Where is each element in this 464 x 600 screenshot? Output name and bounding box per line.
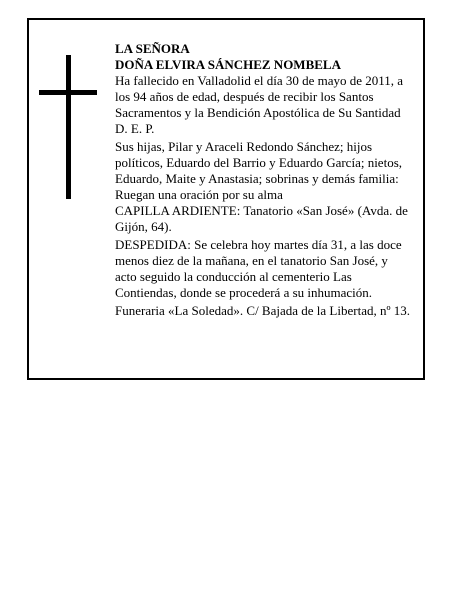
body-line-10: Gijón, 64). bbox=[115, 219, 172, 234]
body-line-5: Sus hijas, Pilar y Araceli Redondo Sánchez; hijos bbox=[115, 139, 373, 154]
body-line-3: Sacramentos y la Bendición Apostólica de Su Santidad bbox=[115, 105, 401, 120]
body-line-9: CAPILLA ARDIENTE: Tanatorio «San José» (Avda. de bbox=[115, 203, 408, 218]
obituary-notice bbox=[27, 18, 425, 380]
notice-title: LA SEÑORA bbox=[115, 41, 190, 56]
body-line-7: Eduardo, Maite y Anastasia; sobrinas y demás familia: bbox=[115, 171, 399, 186]
cross-horizontal-bar bbox=[39, 90, 97, 95]
obituary-text bbox=[115, 41, 427, 319]
body-line-8: Ruegan una oración por su alma bbox=[115, 187, 283, 202]
body-line-14: Contiendas, donde se procederá a su inhumación. bbox=[115, 285, 373, 300]
body-line-6: políticos, Eduardo del Barrio y Eduardo García; nietos, bbox=[115, 155, 403, 170]
body-line-11: DESPEDIDA: Se celebra hoy martes día 31, a las doce bbox=[115, 237, 402, 252]
body-line-2: los 94 años de edad, después de recibir los Santos bbox=[115, 89, 374, 104]
body-line-15: Funeraria «La Soledad». C/ Bajada de la Libertad, nº 13. bbox=[115, 303, 410, 318]
body-line-13: acto seguido la conducción al cementerio Las bbox=[115, 269, 352, 284]
deceased-name: DOÑA ELVIRA SÁNCHEZ NOMBELA bbox=[115, 57, 341, 72]
body-line-4: D. E. P. bbox=[115, 121, 155, 136]
cross-icon bbox=[39, 55, 97, 199]
body-line-1: Ha fallecido en Valladolid el día 30 de mayo de 2011, a bbox=[115, 73, 404, 88]
cross-vertical-bar bbox=[66, 55, 71, 199]
body-line-12: menos diez de la mañana, en el tanatorio San José, y bbox=[115, 253, 388, 268]
